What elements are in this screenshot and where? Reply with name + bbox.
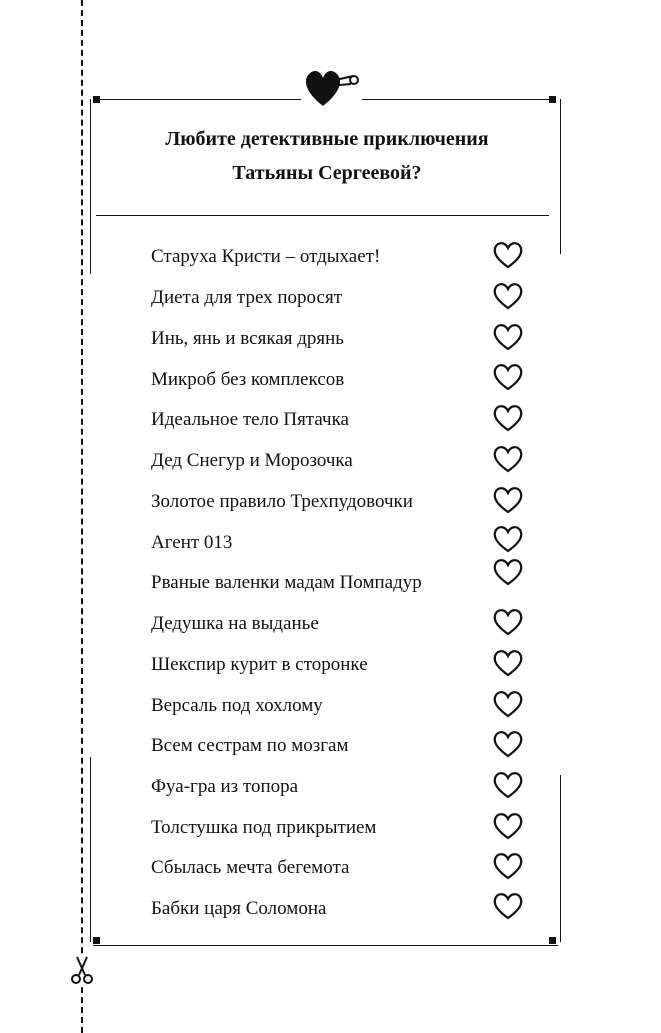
book-title: Всем сестрам по мозгам: [151, 735, 349, 756]
heart-outline-icon[interactable]: [491, 524, 525, 554]
title-line-1: Любите детективные приключения: [165, 128, 489, 150]
book-title: Бабки царя Соломона: [151, 898, 327, 919]
book-title: Золотое правило Трехпудовочки: [151, 491, 413, 512]
heart-outline-icon[interactable]: [491, 240, 525, 270]
heart-outline-icon[interactable]: [491, 403, 525, 433]
book-title: Дедушка на выданье: [151, 613, 319, 634]
heart-outline-icon[interactable]: [491, 322, 525, 352]
book-title: Агент 013: [151, 532, 233, 553]
book-title: Микроб без комплексов: [151, 369, 345, 390]
book-title: Идеальное тело Пятачка: [151, 409, 349, 430]
heart-outline-icon[interactable]: [491, 444, 525, 474]
book-title: Шекспир курит в сторонке: [151, 654, 368, 675]
heart-outline-icon[interactable]: [491, 362, 525, 392]
book-title: Сбылась мечта бегемота: [151, 857, 350, 878]
heart-outline-icon[interactable]: [491, 891, 525, 921]
heart-outline-icon[interactable]: [491, 281, 525, 311]
book-title: Старуха Кристи – отдыхает!: [151, 246, 381, 267]
book-title: Толстушка под прикрытием: [151, 817, 377, 838]
heart-outline-icon[interactable]: [491, 729, 525, 759]
heart-outline-icon[interactable]: [491, 648, 525, 678]
book-title: Диета для трех поросят: [151, 287, 343, 308]
book-title: Рваные валенки мадам Помпадур: [151, 572, 422, 593]
heart-outline-icon[interactable]: [491, 485, 525, 515]
book-title: Фуа-гра из топора: [151, 776, 299, 797]
heart-outline-icon[interactable]: [491, 851, 525, 881]
book-title: Инь, янь и всякая дрянь: [151, 328, 344, 349]
book-title: Дед Снегур и Морозочка: [151, 450, 353, 471]
title-line-2: Татьяны Сергеевой?: [232, 162, 422, 184]
book-title: Версаль под хохлому: [151, 695, 323, 716]
heart-outline-icon[interactable]: [491, 607, 525, 637]
heart-outline-icon[interactable]: [491, 811, 525, 841]
heart-outline-icon[interactable]: [491, 557, 525, 587]
heart-outline-icon[interactable]: [491, 770, 525, 800]
heart-outline-icon[interactable]: [491, 689, 525, 719]
